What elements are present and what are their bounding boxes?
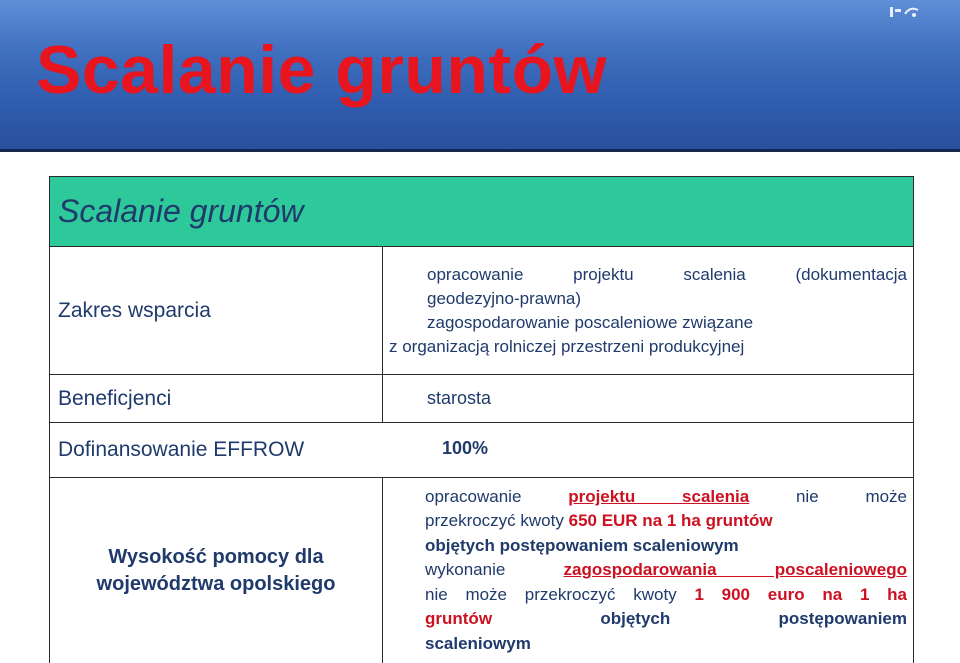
row-label-zakres: Zakres wsparcia	[50, 247, 383, 375]
zakres-line: opracowanie projektu scalenia (dokumentacja	[427, 264, 908, 284]
wysokosc-label-line: województwa opolskiego	[96, 572, 336, 595]
row-label-beneficjenci: Beneficjenci	[50, 375, 383, 423]
table-row	[50, 478, 914, 663]
wysokosc-line: opracowanie projektu scalenia nie może	[425, 486, 908, 506]
wysokosc-line: scaleniowym	[425, 633, 531, 653]
row-label-dofinansowanie: Dofinansowanie EFFROW	[58, 438, 305, 461]
row-label-wysokosc	[50, 478, 383, 663]
slide-title: Scalanie gruntów	[36, 32, 607, 108]
table-header: Scalanie gruntów	[50, 177, 914, 247]
title-banner	[0, 0, 960, 152]
wysokosc-line: gruntów objętych postępowaniem	[425, 609, 908, 629]
zakres-line: zagospodarowanie poscaleniowe związane	[427, 312, 754, 332]
logo-icon	[888, 4, 922, 20]
zakres-line: z organizacją rolniczej przestrzeni produkcyjnej	[389, 336, 745, 356]
zakres-content	[383, 247, 914, 375]
dofinansowanie-value: 100%	[442, 438, 489, 458]
wysokosc-content	[383, 478, 914, 663]
row-dofinansowanie	[50, 423, 914, 478]
support-table	[49, 176, 914, 663]
wysokosc-line: objętych postępowaniem scaleniowym	[425, 535, 739, 555]
wysokosc-line: nie może przekroczyć kwoty 1 900 euro na 1 ha	[425, 584, 908, 604]
wysokosc-line: przekroczyć kwoty 650 EUR na 1 ha gruntów	[425, 511, 773, 531]
wysokosc-line: wykonanie zagospodarowania poscaleniowego	[425, 560, 908, 580]
wysokosc-label-line: Wysokość pomocy dla	[108, 545, 324, 568]
beneficjenci-value: starosta	[383, 375, 914, 423]
table-row	[50, 375, 914, 423]
table-row	[50, 247, 914, 375]
zakres-line: geodezyjno-prawna)	[427, 288, 582, 308]
table-row	[50, 423, 914, 478]
